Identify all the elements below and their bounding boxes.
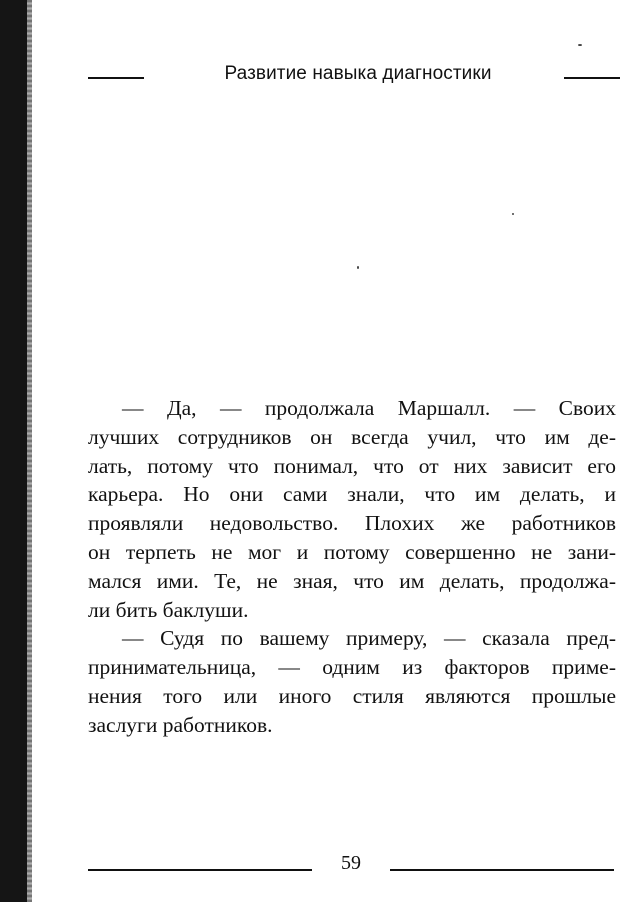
- book-spine-shadow: [0, 0, 27, 902]
- scan-speck: [578, 44, 582, 46]
- footer-rule-right: [390, 869, 614, 871]
- running-title: Развитие навыка диагностики: [224, 63, 492, 84]
- text-line: заслуги работников.: [88, 712, 273, 737]
- scan-speck: [512, 213, 514, 215]
- text-line: лать, потому что понимал, что от них зависит его: [88, 453, 616, 478]
- text-line: ли бить баклуши.: [88, 597, 249, 622]
- text-line: он терпеть не мог и потому совершенно не зани-: [88, 539, 616, 564]
- footer-rule-left: [88, 869, 312, 871]
- text-line: — Да, — продолжала Маршалл. — Своих: [122, 396, 616, 420]
- page-number: 59: [341, 852, 361, 874]
- text-line: нения того или иного стиля являются прошлые: [88, 683, 616, 708]
- text-line: лучших сотрудников он всегда учил, что им де-: [88, 424, 616, 449]
- page-edge: [27, 0, 32, 902]
- text-line: карьера. Но они сами знали, что им делать, и: [88, 482, 616, 507]
- text-line: — Судя по вашему примеру, — сказала пред-: [122, 626, 616, 651]
- header-rule-left: [88, 77, 144, 79]
- page-header: [88, 58, 620, 92]
- scan-speck: [357, 266, 359, 269]
- page-footer: [88, 852, 616, 886]
- text-line: принимательница, — одним из факторов приме-: [88, 655, 616, 680]
- text-line: мался ими. Те, не зная, что им делать, продолжа-: [88, 568, 616, 593]
- header-rule-right: [564, 77, 620, 79]
- body-text: [88, 394, 616, 740]
- text-line: проявляли недовольство. Плохих же работников: [88, 511, 616, 536]
